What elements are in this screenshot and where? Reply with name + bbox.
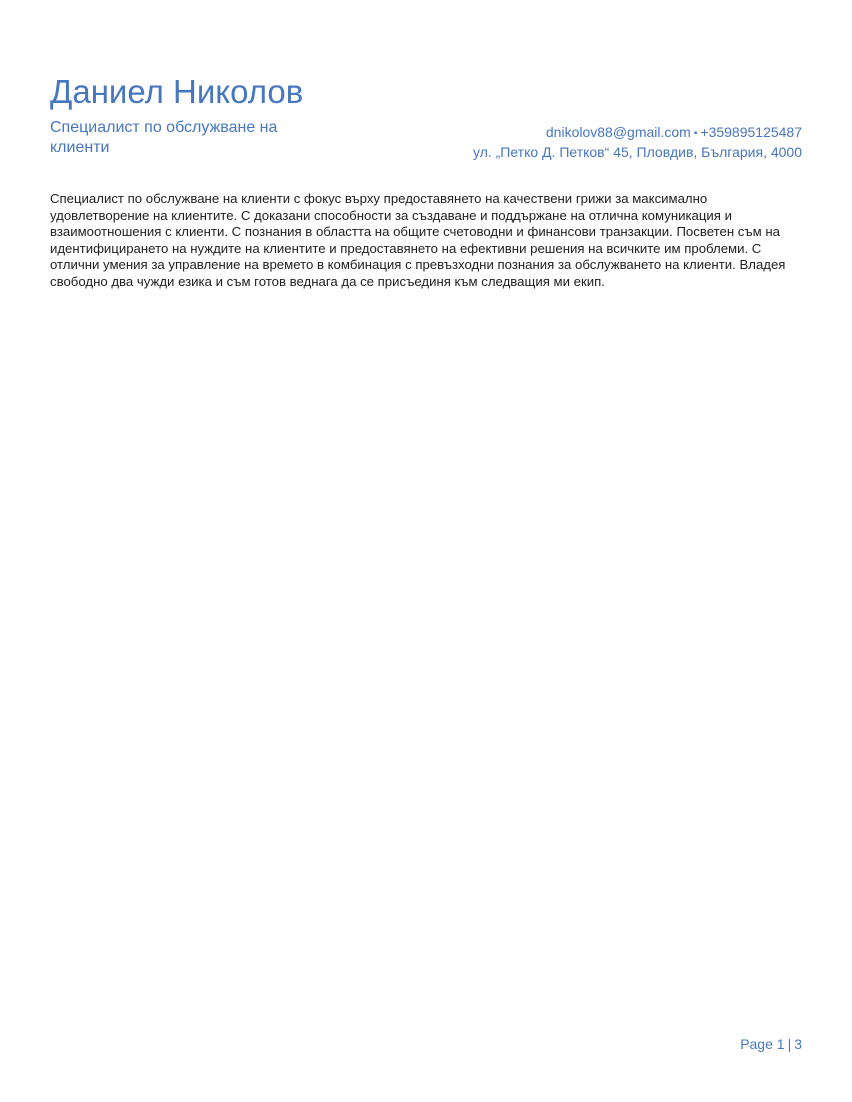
phone[interactable]: +359895125487: [700, 124, 802, 140]
page-divider: |: [787, 1036, 792, 1052]
page-footer: [740, 1036, 802, 1052]
candidate-name: Даниел Николов: [50, 73, 304, 110]
address: ул. „Петко Д. Петков“ 45, Пловдив, България, 4000: [473, 144, 802, 160]
email[interactable]: dnikolov88@gmail.com: [545, 124, 691, 140]
professional-summary: Специалист по обслужване на клиенти с фокус върху предоставянето на качествени грижи за максимално удовлетворение на клиентите. С доказани способности за създаване и поддържане на отлична комуникация и взаимоотношения с клиенти. С познания в областта на общите счетоводни и финансови транзакции. Посветен съм на идентифицирането на нуждите на клиентите и предоставянето на ефективни решения на всичките им проблеми. С отлични умения за управление на времето в комбинация с превъзходни познания за обслужването на клиенти. Владея свободно два чужди езика и съм готов веднага да се присъединя към следващия ми екип.: [50, 191, 786, 289]
separator-icon: ▪: [693, 128, 698, 139]
contact-block: [473, 123, 802, 161]
page-number: Page 1: [740, 1036, 785, 1052]
job-title: Специалист по обслужване на клиенти: [50, 119, 278, 156]
contact-line-primary: [473, 123, 802, 143]
total-pages: 3: [794, 1036, 802, 1052]
